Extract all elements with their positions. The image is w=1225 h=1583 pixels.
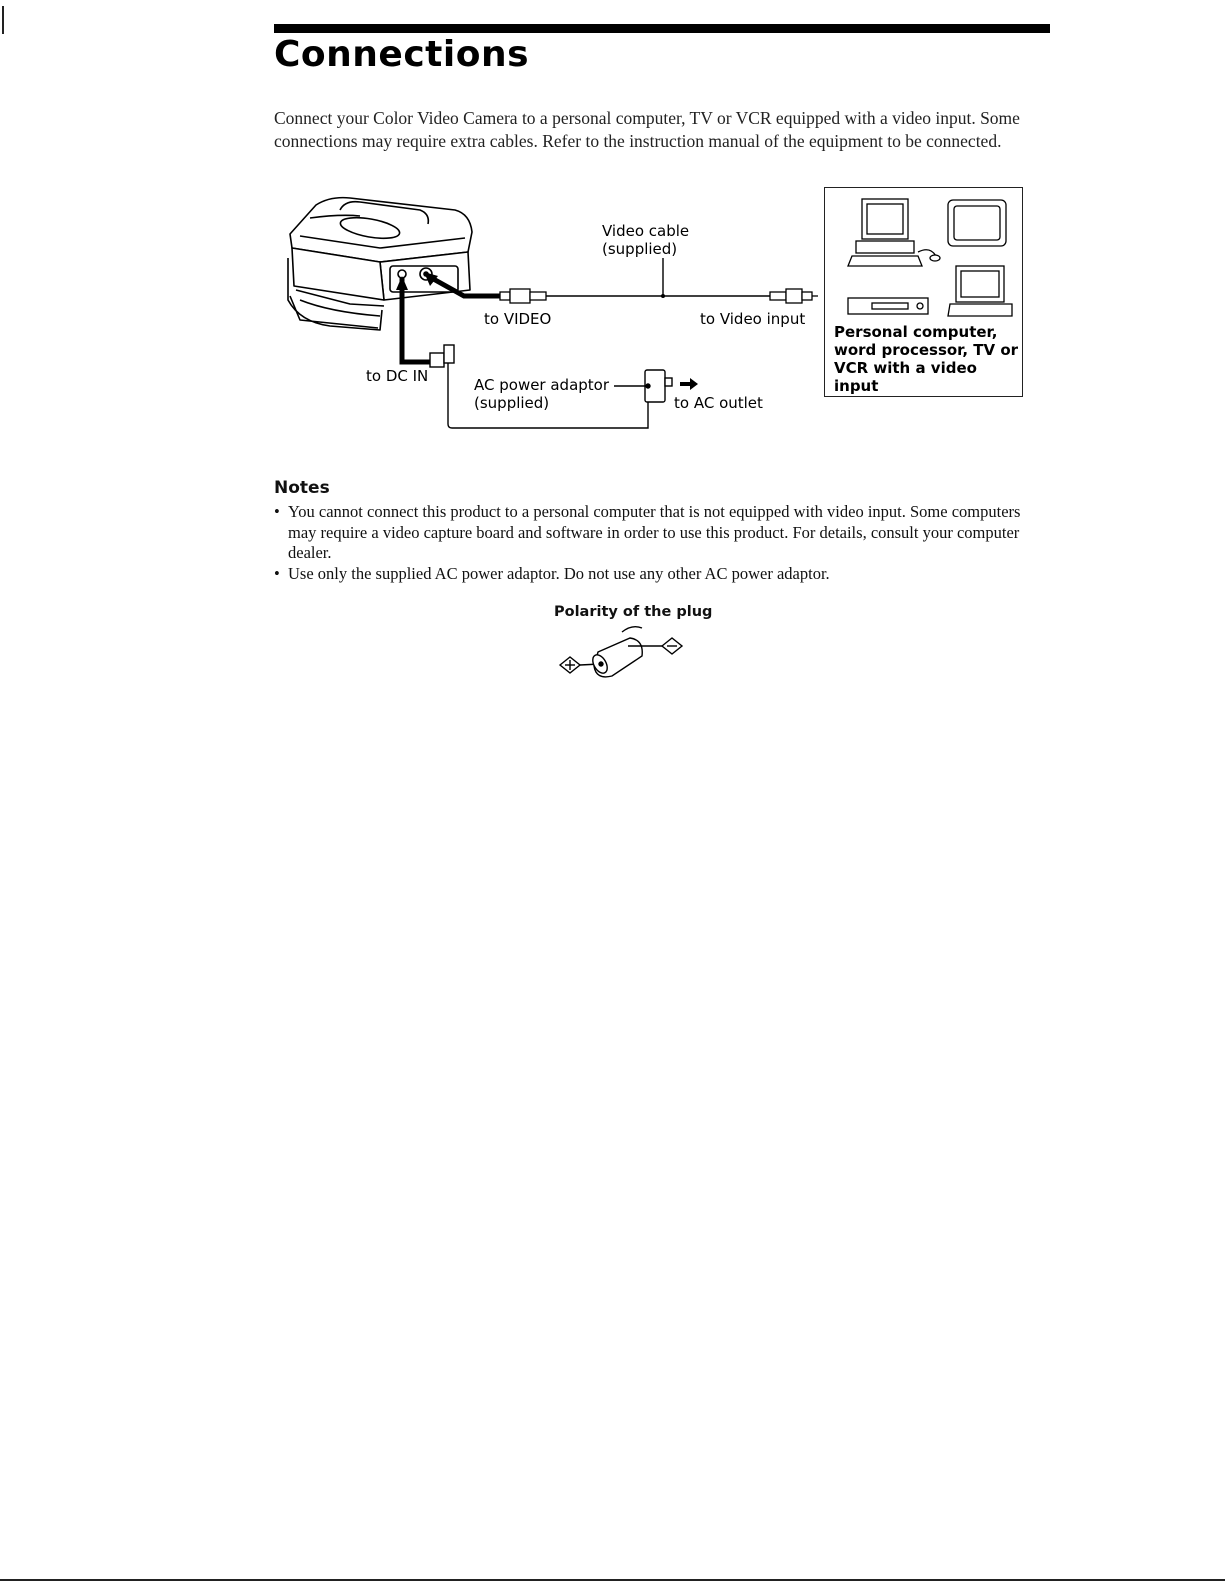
connection-diagram <box>0 0 1225 700</box>
video-cable-label: Video cable <box>602 222 690 240</box>
to-video-label: to VIDEO <box>484 310 552 328</box>
intro-paragraph: Connect your Color Video Camera to a personal computer, TV or VCR equipped with a video input. Some connections may require extra cables. Refer to the instruction manual of the equipment to be connected. <box>274 108 1020 151</box>
notes-list <box>274 502 1044 584</box>
camera-illustration <box>288 198 472 330</box>
devices-caption: Personal computer, word processor, TV or VCR with a video input <box>834 323 1019 395</box>
rca-plug-left-icon <box>500 289 546 303</box>
to-ac-outlet-label: to AC outlet <box>674 394 763 412</box>
rca-plug-right-icon <box>770 289 818 303</box>
page-title: Connections <box>274 34 530 75</box>
polarity-plug-icon <box>560 627 682 677</box>
video-cable-supplied-label: (supplied) <box>602 240 678 258</box>
to-dc-in-label: to DC IN <box>366 367 429 385</box>
ac-adaptor-label: AC power adaptor <box>474 376 610 394</box>
bottom-rule <box>0 1579 1225 1581</box>
polarity-label: Polarity of the plug <box>554 604 713 620</box>
to-video-input-label: to Video input <box>700 310 806 328</box>
arrow-right-icon <box>680 378 698 390</box>
note-item: • Use only the supplied AC power adaptor. Do not use any other AC power adaptor. <box>274 564 1044 585</box>
note-item: • You cannot connect this product to a personal computer that is not equipped with video input. Some computers may require a video capture board and software in order to use this product. For details, consult your computer dealer. <box>274 502 1044 564</box>
ac-adaptor-supplied-label: (supplied) <box>474 394 550 412</box>
notes-heading: Notes <box>274 478 330 498</box>
ac-adaptor-icon <box>614 370 672 402</box>
